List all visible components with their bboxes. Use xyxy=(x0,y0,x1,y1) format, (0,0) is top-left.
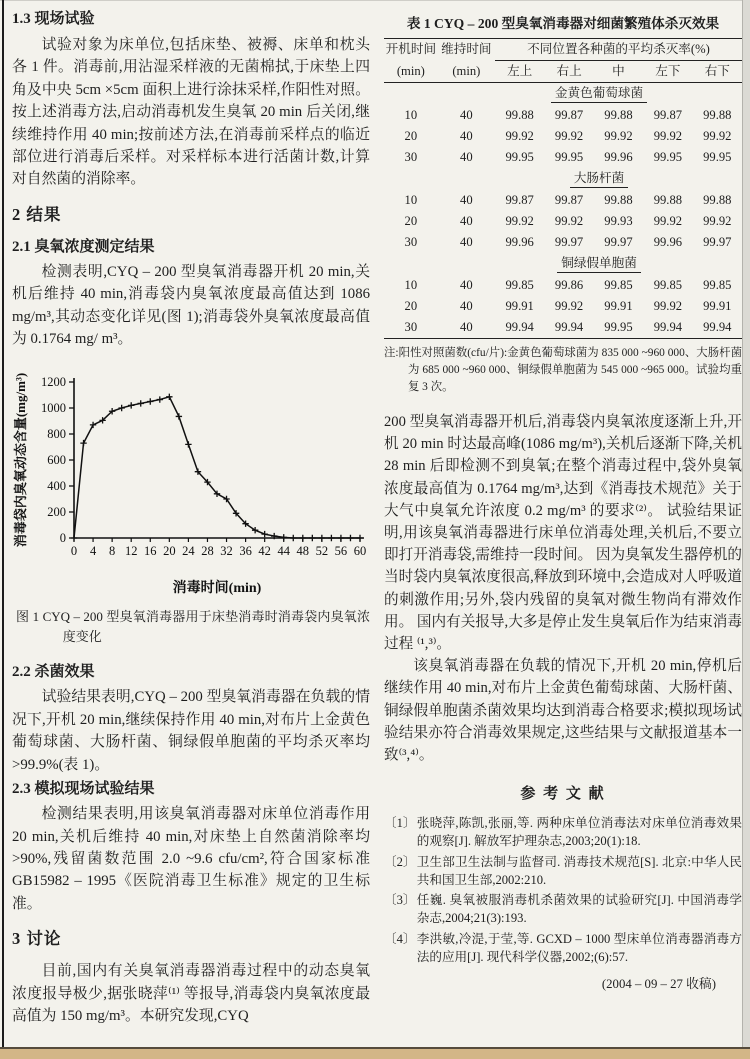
svg-text:400: 400 xyxy=(47,479,66,494)
position-header-top-left: 左上 xyxy=(495,61,544,83)
table-group-row xyxy=(384,168,742,190)
reference-number: 〔1〕 xyxy=(384,816,416,831)
table-group-row xyxy=(384,253,742,275)
data-point-marker xyxy=(281,535,287,541)
table-cell: 99.85 xyxy=(604,278,633,292)
table-1-note: 注:阳性对照菌数(cfu/片):金黄色葡萄球菌为 835 000 ~960 000、大肠杆菌为 685 000 ~960 000、铜绿假单胞菌为 545 000 ~965 000。试验均重复 3 次。 xyxy=(384,347,742,393)
table-cell: 99.94 xyxy=(554,320,584,334)
table-cell: 99.91 xyxy=(505,299,534,313)
table-cell: 99.88 xyxy=(604,108,633,122)
table-cell: 99.93 xyxy=(604,214,633,228)
svg-text:24: 24 xyxy=(182,544,195,559)
table-cell: 40 xyxy=(460,150,473,164)
data-point-marker xyxy=(290,535,296,541)
table-cell: 99.95 xyxy=(653,150,683,164)
table-row xyxy=(384,275,742,296)
data-point-marker xyxy=(157,397,163,403)
svg-text:16: 16 xyxy=(144,544,157,559)
paragraph-2-3: 检测结果表明,用该臭氧消毒器对床单位消毒作用 20 min,关机后维持 40 min,对床垫上自然菌消除率均 >90%,残留菌数范围 2.0 ~9.6 cfu/cm²,符合国家标准 GB15982 – 1995《医院消毒卫生标准》规定的卫生标准。 xyxy=(12,806,370,912)
table-cell: 10 xyxy=(404,278,418,292)
data-point-marker xyxy=(338,535,344,541)
page-top-edge xyxy=(0,0,750,1)
position-header-bottom-left: 左下 xyxy=(643,61,692,83)
table-cell: 99.87 xyxy=(505,193,534,207)
data-point-marker xyxy=(128,403,134,409)
table-cell: 99.95 xyxy=(604,320,633,334)
heading-1-3: 1.3 现场试验 xyxy=(12,11,95,27)
paragraph-2-1: 检测表明,CYQ – 200 型臭氧消毒器开机 20 min,关机后维持 40 min,消毒袋内臭氧浓度最高值达到 1086 mg/m³,其动态变化详见(图 1);消毒袋外臭氧浓度最高值为 0.1764 mg/ m³。 xyxy=(12,263,370,348)
svg-text:1000: 1000 xyxy=(41,401,66,416)
table-cell: 99.94 xyxy=(505,320,534,334)
unit-start-time: (min) xyxy=(384,61,438,83)
table-cell: 99.85 xyxy=(703,278,732,292)
unit-hold-time: (min) xyxy=(438,61,495,83)
svg-text:200: 200 xyxy=(47,505,66,520)
x-axis-label: 消毒时间(min) xyxy=(172,581,262,597)
table-cell: 99.88 xyxy=(653,193,683,207)
svg-text:36: 36 xyxy=(239,544,252,559)
left-column xyxy=(12,8,370,1027)
table-cell: 99.92 xyxy=(554,214,584,228)
position-header-bottom-right: 右下 xyxy=(693,61,742,83)
reference-text: 任巍. 臭氧被服消毒机杀菌效果的试验研究[J]. 中国消毒学杂志,2004;21(3):193. xyxy=(416,893,742,926)
table-cell: 40 xyxy=(460,108,473,122)
svg-text:8: 8 xyxy=(109,544,116,559)
col-header-kill-rate-span: 不同位置各种菌的平均杀灭率(%) xyxy=(495,39,742,61)
table-cell: 99.85 xyxy=(653,278,683,292)
table-cell: 40 xyxy=(460,214,473,228)
svg-text:52: 52 xyxy=(315,544,329,559)
table-cell: 99.92 xyxy=(703,129,732,143)
svg-text:60: 60 xyxy=(353,544,367,559)
page-bottom-scan-strip xyxy=(0,1047,750,1059)
svg-text:56: 56 xyxy=(334,544,348,559)
svg-text:0: 0 xyxy=(70,544,78,559)
table-cell: 20 xyxy=(404,129,418,143)
table-cell: 99.87 xyxy=(554,108,584,122)
table-cell: 99.95 xyxy=(554,150,584,164)
table-cell: 40 xyxy=(460,299,473,313)
data-point-marker xyxy=(328,535,334,541)
table-cell: 99.94 xyxy=(703,320,732,334)
reference-number: 〔3〕 xyxy=(384,893,416,908)
svg-text:800: 800 xyxy=(47,427,66,442)
y-axis-label: 消毒袋内臭氧动态含量(mg/m³) xyxy=(13,373,28,548)
received-date: (2004 – 09 – 27 收稿) xyxy=(601,976,716,991)
data-point-marker xyxy=(80,440,86,446)
table-row xyxy=(384,147,742,168)
heading-2-results: 2 结果 xyxy=(12,204,62,224)
table-group-row xyxy=(384,83,742,106)
data-point-marker xyxy=(71,535,77,541)
table-cell: 99.92 xyxy=(554,129,584,143)
table-cell: 99.96 xyxy=(653,235,683,249)
table-cell: 99.88 xyxy=(703,108,732,122)
table-cell: 99.92 xyxy=(505,214,534,228)
table-cell: 40 xyxy=(460,235,473,249)
table-cell: 99.95 xyxy=(505,150,534,164)
discussion-paragraph-a: 200 型臭氧消毒器开机后,消毒袋内臭氧浓度逐渐上升,开机 20 min 时达最高峰(1086 mg/m³),关机后逐渐下降,关机 28 min 后即检测不到臭氧;在整个消毒过程中,袋外臭氧浓度最高值为 0.1764 mg/m³,达到《消毒技术规范》关于大气中臭氧允许浓度 0.2 mg/m³ 的要求⁽²⁾。 试验结果证明,用该臭氧消毒器进行床单位消毒处理,关机后,不要立即打开消毒袋,需维持一段时间。 因为臭氧发生器停机的当时袋内臭氧浓度很高,释放到环境中,会造成对人呼吸道的刺激作用;另外,袋内残留的臭氧对微生物尚有滞效作用。 国内有关报导,大多是停止发生臭氧后作为结束消毒过程 ⁽¹,³⁾。 xyxy=(384,414,742,653)
page-left-border xyxy=(2,0,4,1049)
table-row xyxy=(384,190,742,211)
kill-table-head xyxy=(384,39,742,83)
table-cell: 99.94 xyxy=(653,320,683,334)
table-cell: 40 xyxy=(460,129,473,143)
table-cell: 99.86 xyxy=(554,278,584,292)
references-heading: 参 考 文 献 xyxy=(520,786,606,803)
table-cell: 99.92 xyxy=(505,129,534,143)
table-cell: 10 xyxy=(404,108,418,122)
table-cell: 99.95 xyxy=(703,150,732,164)
heading-2-2: 2.2 杀菌效果 xyxy=(12,664,95,681)
table-cell: 99.92 xyxy=(653,129,683,143)
table-cell: 20 xyxy=(404,299,418,313)
data-point-marker xyxy=(166,394,172,400)
table-cell: 30 xyxy=(404,320,418,334)
table-cell: 99.97 xyxy=(604,235,633,249)
bacteria-group-label: 大肠杆菌 xyxy=(570,170,628,188)
table-cell: 99.91 xyxy=(604,299,633,313)
position-header-top-right: 右上 xyxy=(544,61,593,83)
data-point-marker xyxy=(138,401,144,407)
reference-text: 李洪敏,冷湜,于莹,等. GCXD – 1000 型床单位消毒器消毒方法的应用[J]. 现代科学仪器,2002;(6):57. xyxy=(416,932,742,964)
paragraph-2-2: 试验结果表明,CYQ – 200 型臭氧消毒器在负载的情况下,开机 20 min,继续保持作用 40 min,对布片上金黄色葡萄球菌、大肠杆菌、铜绿假单胞菌的平均杀灭率均 >99.9%(表 1)。 xyxy=(12,689,370,773)
table-cell: 99.88 xyxy=(703,193,732,207)
data-point-marker xyxy=(90,422,96,428)
table-cell: 99.92 xyxy=(703,214,732,228)
heading-2-3: 2.3 模拟现场试验结果 xyxy=(12,781,155,798)
table-cell: 10 xyxy=(404,193,418,207)
reference-item xyxy=(384,892,742,928)
table-cell: 99.92 xyxy=(554,299,584,313)
svg-text:42: 42 xyxy=(258,544,271,559)
table-cell: 99.97 xyxy=(554,235,584,249)
reference-item xyxy=(384,815,742,851)
table-row xyxy=(384,105,742,126)
right-column xyxy=(384,12,742,992)
data-point-marker xyxy=(309,535,315,541)
ozone-concentration-chart xyxy=(12,366,368,598)
table-cell: 20 xyxy=(404,214,418,228)
reference-number: 〔2〕 xyxy=(384,854,416,869)
table-cell: 99.91 xyxy=(703,299,732,313)
bacteria-group-label: 金黄色葡萄球菌 xyxy=(551,85,647,103)
svg-text:48: 48 xyxy=(296,544,310,559)
reference-number: 〔4〕 xyxy=(384,932,416,947)
table-cell: 40 xyxy=(460,320,473,334)
table-cell: 99.87 xyxy=(653,108,683,122)
bacteria-group-label: 铜绿假单胞菌 xyxy=(557,255,641,273)
figure-1-caption: 图 1 CYQ – 200 型臭氧消毒器用于床垫消毒时消毒袋内臭氧浓度变化 xyxy=(16,609,370,645)
heading-2-1: 2.1 臭氧浓度测定结果 xyxy=(12,238,155,255)
svg-text:12: 12 xyxy=(124,544,138,559)
position-header-center: 中 xyxy=(594,61,643,83)
data-point-marker xyxy=(347,535,353,541)
reference-text: 张晓萍,陈凯,张丽,等. 两种床单位消毒法对床单位消毒效果的观察[J]. 解放军护理杂志,2003;20(1):18. xyxy=(416,816,742,849)
table-cell: 99.96 xyxy=(604,150,633,164)
reference-item xyxy=(384,931,742,967)
table-cell: 99.88 xyxy=(505,108,534,122)
table-cell: 99.85 xyxy=(505,278,534,292)
table-header-row-2 xyxy=(384,61,742,83)
svg-text:44: 44 xyxy=(277,544,290,559)
data-point-marker xyxy=(357,535,363,541)
svg-text:32: 32 xyxy=(220,544,233,559)
reference-item xyxy=(384,854,742,890)
paragraph-1-3: 试验对象为床单位,包括床垫、被褥、床单和枕头各 1 件。消毒前,用沾湿采样液的无菌棉拭,于床垫上四角及中央 5cm ×5cm 面积上进行涂抹采样,作阳性对照。按上述消毒方法,启动消毒机发生臭氧 20 min 后关闭,继续维持作用 40 min;按前述方法,在消毒前采样点的临近部位进行消毒后采样。对采样标本进行活菌计数,计算对自然菌的消除率。 xyxy=(12,37,370,188)
kill-rate-table xyxy=(384,38,742,339)
table-row xyxy=(384,126,742,147)
table-row xyxy=(384,211,742,232)
kill-table-body xyxy=(384,83,742,339)
col-header-start-time: 开机时间 xyxy=(385,42,437,57)
table-header-row-1 xyxy=(384,39,742,61)
reference-text: 卫生部卫生法制与监督司. 消毒技术规范[S]. 北京:中华人民共和国卫生部,2002:210. xyxy=(416,854,742,887)
data-point-marker xyxy=(261,531,267,537)
table-cell: 99.87 xyxy=(554,193,584,207)
table-cell: 40 xyxy=(460,278,473,292)
table-cell: 99.97 xyxy=(703,235,732,249)
data-point-marker xyxy=(147,399,153,405)
svg-text:20: 20 xyxy=(163,544,176,559)
table-cell: 30 xyxy=(404,150,418,164)
table-cell: 99.92 xyxy=(653,299,683,313)
table-cell: 99.92 xyxy=(653,214,683,228)
svg-text:4: 4 xyxy=(89,544,97,559)
col-header-hold-time: 维持时间 xyxy=(441,42,492,57)
discussion-paragraph-b: 该臭氧消毒器在负载的情况下,开机 20 min,停机后继续作用 40 min,对布片上金黄色葡萄球菌、大肠杆菌、铜绿假单胞菌杀菌效果均达到消毒合格要求;模拟现场试验结果亦符合消毒效果规定,这些结果与文献报道基本一致⁽³,⁴⁾。 xyxy=(384,658,742,764)
table-cell: 99.88 xyxy=(604,193,633,207)
svg-text:1200: 1200 xyxy=(41,375,66,390)
references-list xyxy=(384,815,742,966)
svg-text:28: 28 xyxy=(201,544,214,559)
data-point-marker xyxy=(185,442,191,448)
table-row xyxy=(384,317,742,339)
data-point-marker xyxy=(300,535,306,541)
table-cell: 40 xyxy=(460,193,473,207)
table-cell: 30 xyxy=(404,235,418,249)
table-1-caption: 表 1 CYQ – 200 型臭氧消毒器对细菌繁殖体杀灭效果 xyxy=(406,16,720,31)
page-right-edge xyxy=(742,0,750,1049)
table-row xyxy=(384,296,742,317)
paragraph-3: 目前,国内有关臭氧消毒器消毒过程中的动态臭氧浓度报导极少,据张晓萍⁽¹⁾ 等报导,消毒袋内臭氧浓度最高值为 150 mg/m³。本研究发现,CYQ xyxy=(12,963,370,1024)
data-point-marker xyxy=(118,405,124,411)
heading-3-discussion: 3 讨论 xyxy=(12,929,62,949)
table-row xyxy=(384,232,742,253)
data-point-marker xyxy=(319,535,325,541)
svg-text:0: 0 xyxy=(59,531,66,546)
data-point-marker xyxy=(176,414,182,420)
svg-text:600: 600 xyxy=(47,453,66,468)
table-cell: 99.96 xyxy=(505,235,534,249)
ozone-chart xyxy=(12,366,370,603)
table-cell: 99.92 xyxy=(604,129,633,143)
figure-1 xyxy=(12,366,370,647)
